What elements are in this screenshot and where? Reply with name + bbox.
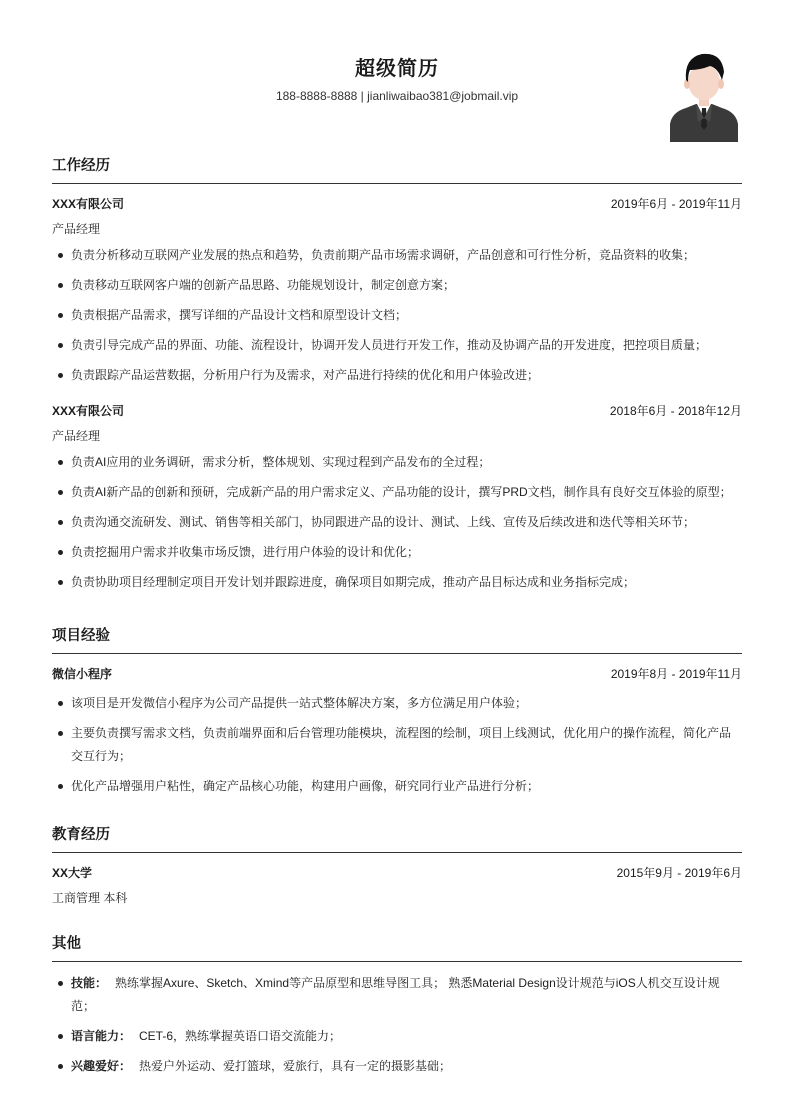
- list-item: 负责沟通交流研发、测试、销售等相关部门，协同跟进产品的设计、测试、上线、宣传及后续改进和迭代等相关环节；: [52, 511, 742, 534]
- other-section: [52, 932, 742, 1078]
- list-item: 优化产品增强用户粘性，确定产品核心功能，构建用户画像，研究同行业产品进行分析；: [52, 775, 742, 798]
- item-label: 兴趣爱好：: [71, 1059, 132, 1073]
- date-range: 2019年8月 - 2019年11月: [610, 667, 742, 681]
- work-entry-1-header: [52, 196, 742, 212]
- project-name: 微信小程序: [52, 667, 113, 681]
- project-bullets: [52, 692, 742, 798]
- company-name: XXX有限公司: [52, 404, 125, 418]
- list-item-hobbies: [52, 1055, 742, 1078]
- list-item-skills: [52, 972, 742, 1018]
- job-role: 产品经理: [52, 222, 101, 236]
- other-items: [52, 972, 742, 1078]
- list-item-languages: [52, 1025, 742, 1048]
- work-entry-1-bullets: [52, 244, 742, 387]
- company-name: XXX有限公司: [52, 197, 125, 211]
- list-item: 主要负责撰写需求文档，负责前端界面和后台管理功能模块，流程图的绘制，项目上线测试，优化用户的操作流程，简化产品交互行为；: [52, 722, 742, 768]
- list-item: 负责挖掘用户需求并收集市场反馈，进行用户体验的设计和优化；: [52, 541, 742, 564]
- item-text: CET-6，熟练掌握英语口语交流能力；: [139, 1029, 342, 1043]
- school-name: XX大学: [52, 866, 93, 880]
- avatar: [670, 46, 738, 142]
- project-header: [52, 666, 742, 682]
- list-item: 负责根据产品需求，撰写详细的产品设计文档和原型设计文档；: [52, 304, 742, 327]
- job-role: 产品经理: [52, 429, 101, 443]
- work-section: [52, 154, 742, 387]
- section-title-work: 工作经历: [52, 154, 742, 184]
- item-text: 热爱户外运动、爱打篮球，爱旅行，具有一定的摄影基础；: [139, 1059, 452, 1073]
- resume-header: [52, 0, 742, 150]
- list-item: 负责引导完成产品的界面、功能、流程设计，协调开发人员进行开发工作，推动及协调产品的开发进度，把控项目质量；: [52, 334, 742, 357]
- list-item: 负责AI新产品的创新和预研，完成新产品的用户需求定义、产品功能的设计，撰写PRD文档，制作具有良好交互体验的原型；: [52, 481, 742, 504]
- list-item: 负责分析移动互联网产业发展的热点和趋势，负责前期产品市场需求调研，产品创意和可行性分析，竞品资料的收集；: [52, 244, 742, 267]
- date-range: 2015年9月 - 2019年6月: [616, 866, 742, 880]
- work-entry-2-header: [52, 403, 742, 419]
- section-title-education: 教育经历: [52, 823, 742, 853]
- section-title-other: 其他: [52, 932, 742, 962]
- date-range: 2019年6月 - 2019年11月: [610, 197, 742, 211]
- education-header: [52, 865, 742, 881]
- work-entry-2: [52, 403, 742, 594]
- contact-info: 188-8888-8888 | jianliwaibao381@jobmail.vip: [275, 89, 519, 103]
- item-label: 语言能力：: [71, 1029, 132, 1043]
- list-item: 负责跟踪产品运营数据，分析用户行为及需求，对产品进行持续的优化和用户体验改进；: [52, 364, 742, 387]
- date-range: 2018年6月 - 2018年12月: [609, 404, 742, 418]
- item-text: 熟练掌握Axure、Sketch、Xmind等产品原型和思维导图工具； 熟悉Material Design设计规范与iOS人机交互设计规范；: [71, 976, 720, 1013]
- item-label: 技能：: [71, 976, 108, 990]
- list-item: 该项目是开发微信小程序为公司产品提供一站式整体解决方案，多方位满足用户体验；: [52, 692, 742, 715]
- list-item: 负责AI应用的业务调研，需求分析，整体规划、实现过程到产品发布的全过程；: [52, 451, 742, 474]
- resume-page: [52, 0, 742, 1073]
- list-item: 负责协助项目经理制定项目开发计划并跟踪进度，确保项目如期完成，推动产品目标达成和业务指标完成；: [52, 571, 742, 594]
- project-section: [52, 624, 742, 798]
- section-title-project: 项目经验: [52, 624, 742, 654]
- candidate-name: 超级简历: [355, 58, 439, 80]
- list-item: 负责移动互联网客户端的创新产品思路、功能规划设计，制定创意方案；: [52, 274, 742, 297]
- education-section: [52, 823, 742, 906]
- work-entry-2-bullets: [52, 451, 742, 594]
- degree-detail: 工商管理 本科: [52, 891, 128, 905]
